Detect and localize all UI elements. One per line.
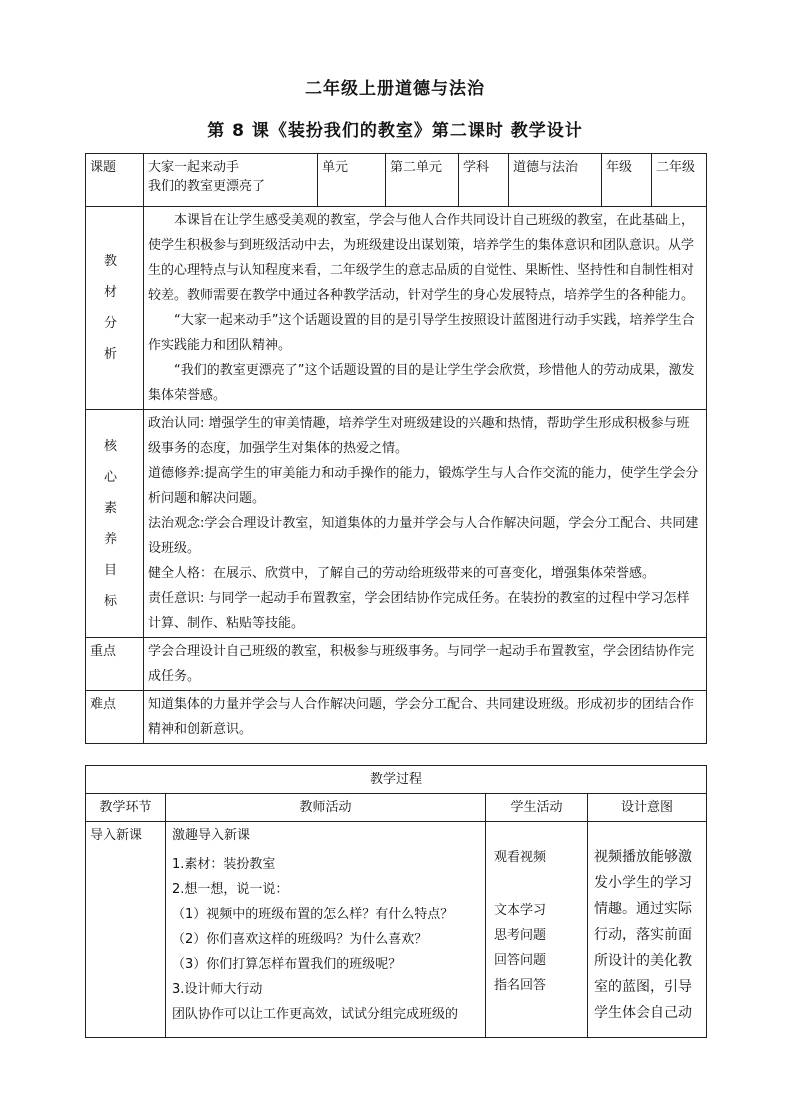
design-intent: 视频播放能够激发小学生的学习情趣。通过实际行动，落实前面所设计的美化教室的蓝图，引导学生体会自己动 bbox=[588, 822, 707, 1038]
header-teacher: 教师活动 bbox=[166, 794, 486, 822]
key-content: 学会合理设计自己班级的教室，积极参与班级事务。与同学一起动手布置教室，学会团结协作完成任务。 bbox=[144, 638, 707, 691]
core-item: 健全人格：在展示、欣赏中，了解自己的劳动给班级带来的可喜变化，增强集体荣誉感。 bbox=[148, 566, 656, 581]
core-label-line: 素 养 bbox=[103, 500, 125, 547]
unit-label: 单元 bbox=[318, 154, 386, 207]
student-line: 文本学习 bbox=[494, 903, 547, 918]
student-line: 指名回答 bbox=[494, 978, 547, 993]
lesson-topic-2: 我们的教室更漂亮了 bbox=[148, 179, 266, 194]
teacher-line: 2.想一想，说一说： bbox=[172, 882, 289, 897]
unit-value: 第二单元 bbox=[386, 154, 459, 207]
student-line: 回答问题 bbox=[494, 953, 547, 968]
teacher-line: （1）视频中的班级布置的怎么样？有什么特点？ bbox=[172, 907, 454, 922]
grade-label: 年级 bbox=[602, 154, 652, 207]
teacher-activity bbox=[166, 822, 486, 1038]
grade-value: 二年级 bbox=[652, 154, 707, 207]
teacher-line: 团队协作可以让工作更高效，试试分组完成班级的 bbox=[172, 1007, 459, 1022]
core-item: 法治观念:学会合理设计教室，知道集体的力量并学会与人合作解决问题，学会分工配合、共同建设班级。 bbox=[148, 516, 699, 556]
lesson-topic-1: 大家一起来动手 bbox=[148, 160, 240, 175]
lesson-value bbox=[144, 154, 318, 207]
core-item: 政治认同: 增强学生的审美情趣，培养学生对班级建设的兴趣和热情，帮助学生形成积极参与班级事务的态度，加强学生对集体的热爱之情。 bbox=[148, 416, 690, 456]
analysis-label-line: 教 材 bbox=[103, 254, 125, 300]
core-label-line: 核 心 bbox=[103, 438, 125, 485]
difficult-content: 知道集体的力量并学会与人合作解决问题，学会分工配合、共同建设班级。形成初步的团结合作精神和创新意识。 bbox=[144, 691, 707, 744]
core-row bbox=[86, 410, 707, 638]
document-title: 二年级上册道德与法治 bbox=[305, 79, 485, 99]
analysis-content bbox=[144, 207, 707, 410]
key-label: 重点 bbox=[86, 638, 144, 691]
student-line: 思考问题 bbox=[494, 928, 547, 943]
subject-value: 道德与法治 bbox=[509, 154, 602, 207]
core-label-line: 目 标 bbox=[103, 562, 125, 609]
core-label bbox=[86, 410, 144, 638]
process-header-row bbox=[86, 794, 707, 822]
core-item: 责任意识: 与同学一起动手布置教室，学会团结协作完成任务。在装扮的教室的过程中学习怎样计算、制作、粘贴等技能。 bbox=[148, 591, 690, 631]
teacher-line: 激趣导入新课 bbox=[172, 828, 251, 843]
process-title-row bbox=[86, 766, 707, 794]
analysis-paragraph: 本课旨在让学生感受美观的教室，学会与他人合作共同设计自己班级的教室，在此基础上，使学生积极参与到班级活动中去，为班级建设出谋划策，培养学生的集体意识和团队意识。从学生的心理特点与认知程度来看，二年级学生的意志品质的自觉性、果断性、坚持性和自制性相对较差。教师需要在教学中通过各种教学活动，针对学生的身心发展特点，培养学生的各种能力。 bbox=[148, 213, 695, 303]
header-intent: 设计意图 bbox=[588, 794, 707, 822]
analysis-label bbox=[86, 207, 144, 410]
teacher-line: 3.设计师大行动 bbox=[172, 982, 263, 997]
info-row bbox=[86, 154, 707, 207]
key-row bbox=[86, 638, 707, 691]
analysis-paragraph: “大家一起来动手”这个话题设置的目的是引导学生按照设计蓝图进行动手实践，培养学生合作实践能力和团队精神。 bbox=[148, 313, 695, 353]
analysis-paragraph: “我们的教室更漂亮了”这个话题设置的目的是让学生学会欣赏，珍惜他人的劳动成果，激发集体荣誉感。 bbox=[148, 363, 695, 403]
process-row bbox=[86, 822, 707, 1038]
teacher-line: （3）你们打算怎样布置我们的班级呢？ bbox=[172, 957, 402, 972]
difficult-label: 难点 bbox=[86, 691, 144, 744]
process-title: 教学过程 bbox=[86, 766, 707, 794]
header-stage: 教学环节 bbox=[86, 794, 166, 822]
core-content bbox=[144, 410, 707, 638]
teacher-line: （2）你们喜欢这样的班级吗？为什么喜欢？ bbox=[172, 932, 428, 947]
teacher-line: 1.素材：装扮教室 bbox=[172, 857, 276, 872]
lesson-label: 课题 bbox=[86, 154, 144, 207]
analysis-row bbox=[86, 207, 707, 410]
lesson-info-table bbox=[85, 153, 707, 744]
stage-cell: 导入新课 bbox=[86, 822, 166, 1038]
subject-label: 学科 bbox=[459, 154, 509, 207]
lesson-title: 第 8 课《装扮我们的教室》第二课时 教学设计 bbox=[207, 121, 583, 141]
analysis-label-line: 分 析 bbox=[103, 316, 125, 362]
student-line: 观看视频 bbox=[494, 850, 547, 865]
core-item: 道德修养:提高学生的审美能力和动手操作的能力，锻炼学生与人合作交流的能力，使学生学会分析问题和解决问题。 bbox=[148, 466, 699, 506]
header-student: 学生活动 bbox=[486, 794, 588, 822]
difficult-row bbox=[86, 691, 707, 744]
process-table bbox=[85, 765, 707, 1038]
student-activity bbox=[486, 822, 588, 1038]
